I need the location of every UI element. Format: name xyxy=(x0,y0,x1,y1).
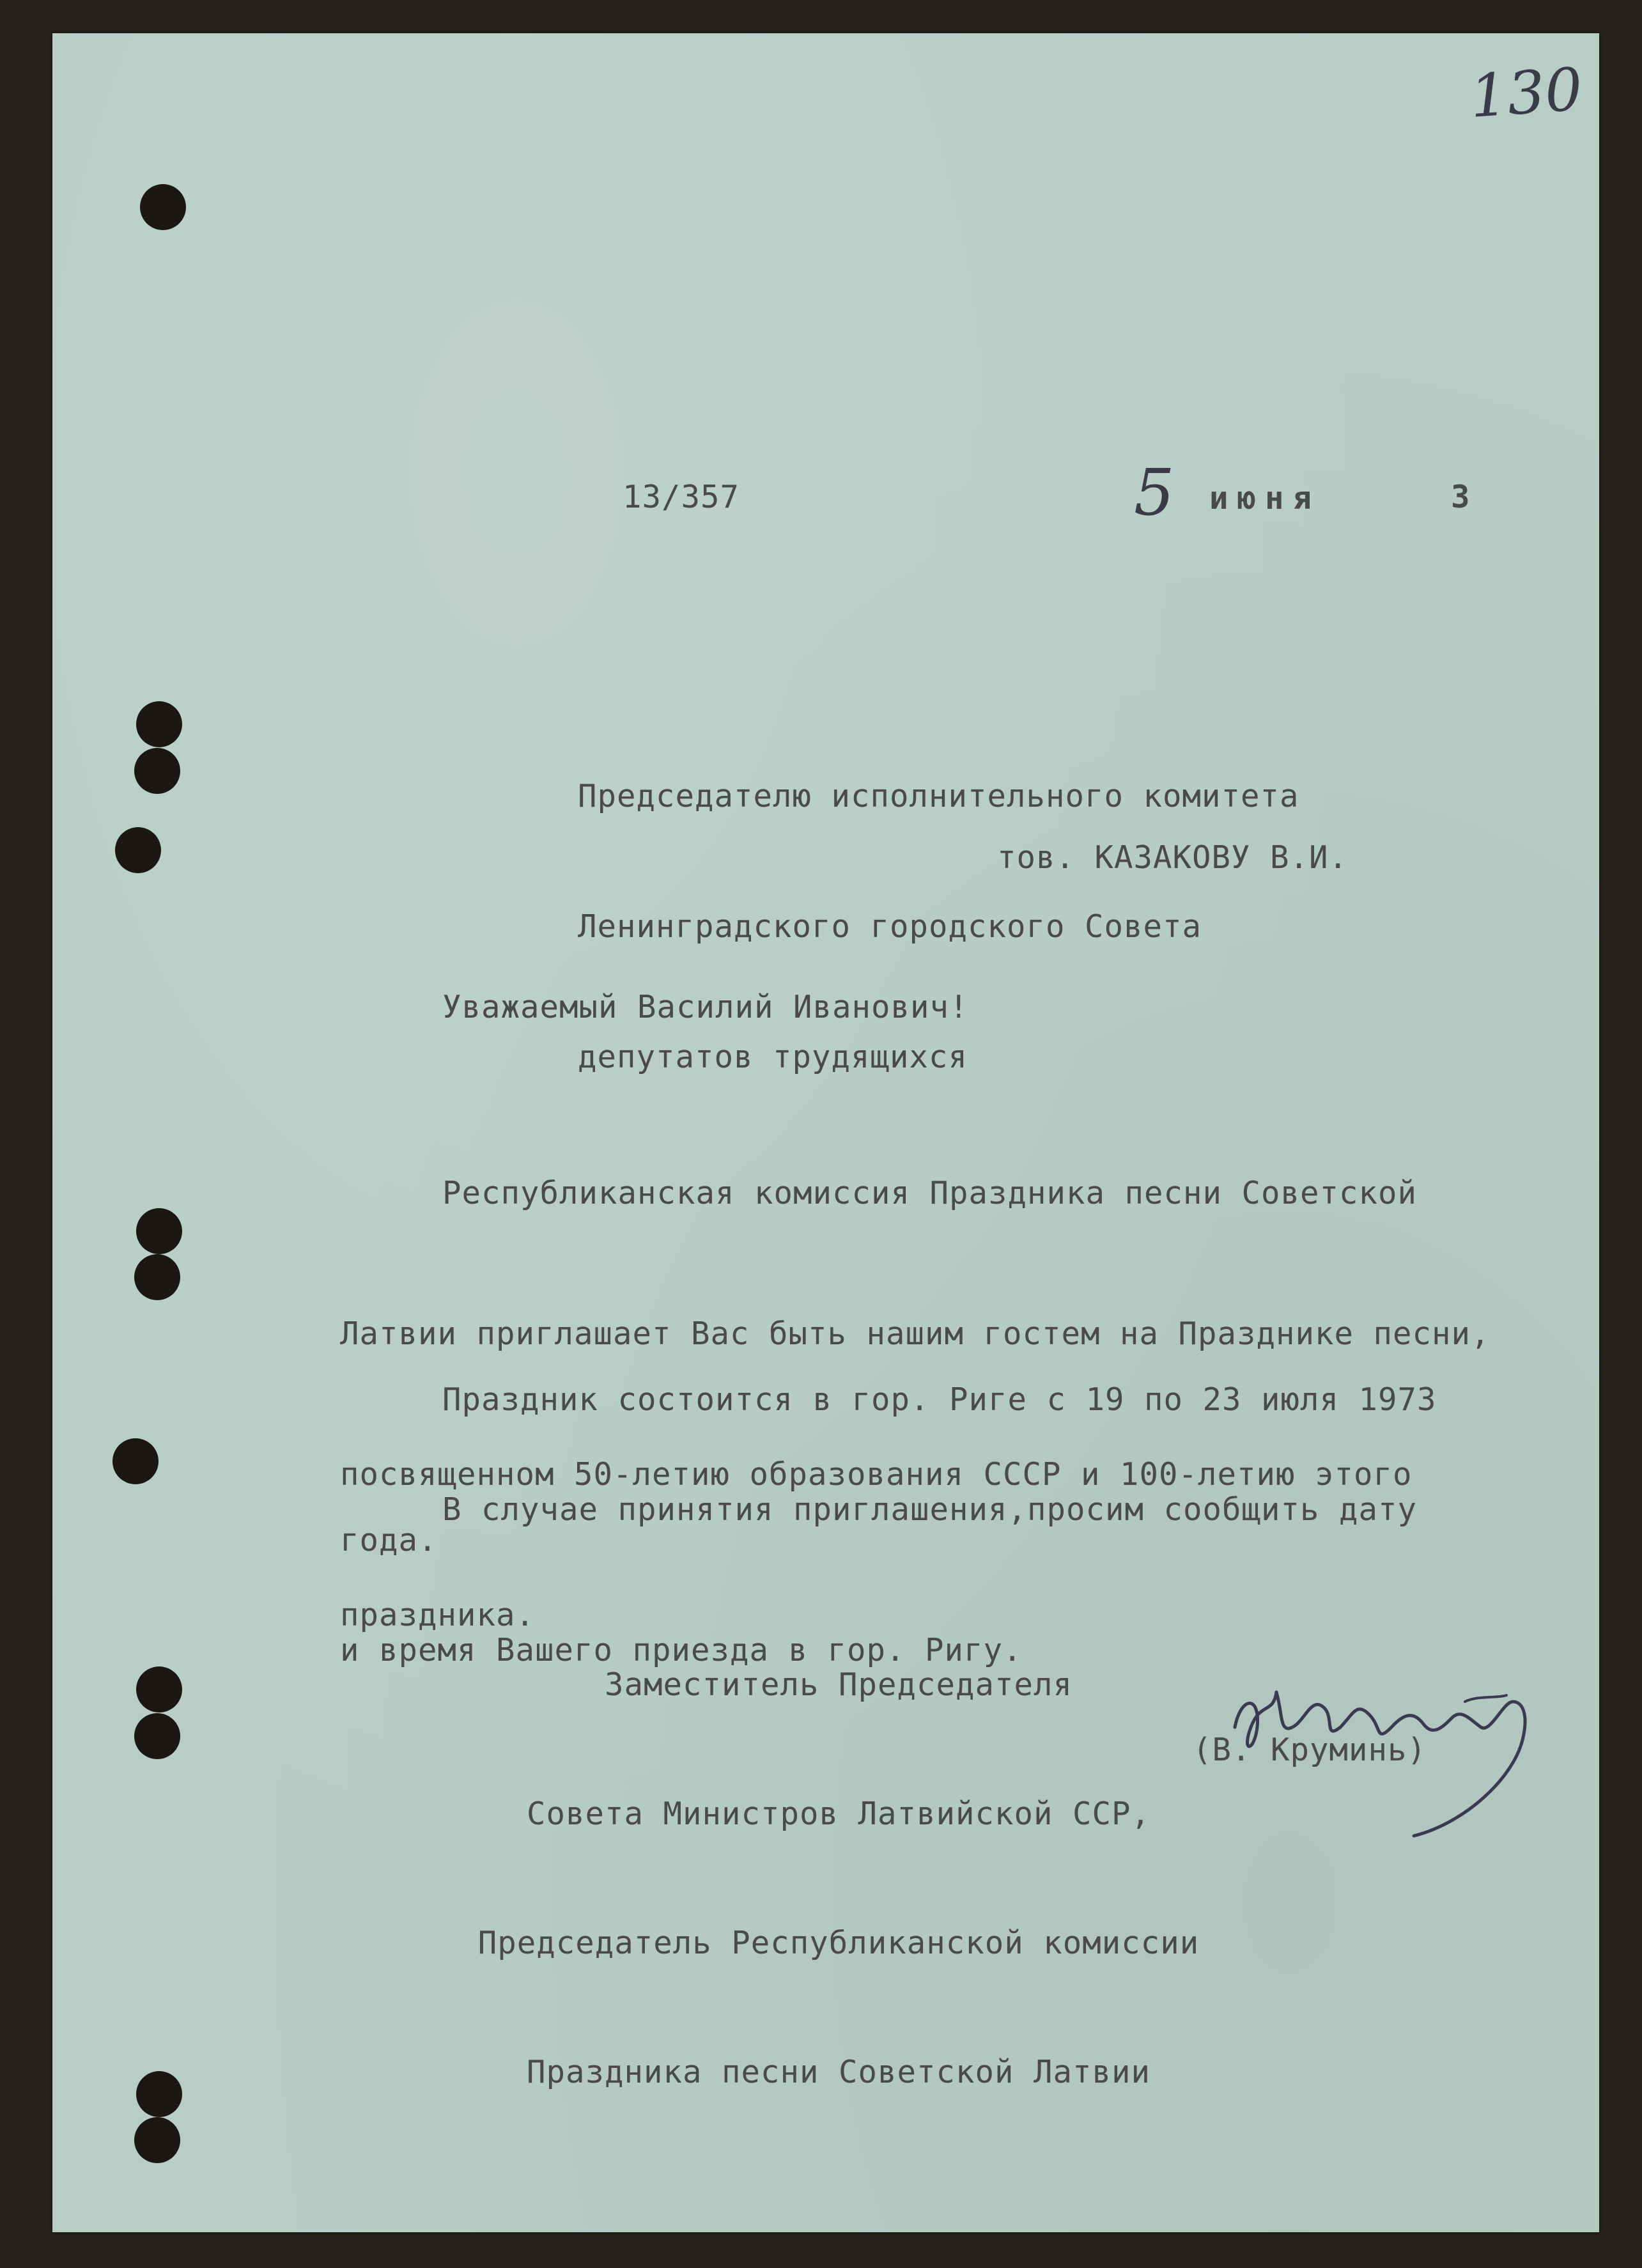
addressee-line: Ленинградского городского Совета xyxy=(578,908,1202,945)
paragraph-line: и время Вашего приезда в гор. Ригу. xyxy=(340,1632,1023,1668)
signature-title-line: Председатель Республиканской комиссии xyxy=(477,1925,1200,1961)
punch-hole xyxy=(134,2117,180,2163)
addressee-line: депутатов трудящихся xyxy=(578,1039,968,1075)
paragraph-line: года. xyxy=(340,1522,438,1558)
paragraph-line: Праздник состоится в гор. Риге с 19 по 23 июля 1973 xyxy=(442,1381,1437,1418)
salutation: Уважаемый Василий Иванович! xyxy=(442,989,969,1025)
date-month: июня xyxy=(1209,480,1321,517)
paragraph-line: посвященном 50-летию образования СССР и 100-летию этого xyxy=(340,1456,1413,1493)
punch-hole xyxy=(115,827,161,873)
paragraph-line: Республиканская комиссия Праздника песни Советской xyxy=(442,1175,1418,1211)
punch-hole xyxy=(136,1208,182,1254)
punch-hole xyxy=(140,184,186,230)
date-year: 3 xyxy=(1451,479,1471,515)
signature-title-block xyxy=(423,1570,1254,2187)
signature-title-line: Совета Министров Латвийской ССР, xyxy=(526,1796,1150,1832)
paragraph-line: В случае принятия приглашения,просим сообщить дату xyxy=(442,1491,1418,1528)
addressee-name: тов. КАЗАКОВУ В.И. xyxy=(997,839,1349,876)
signature-title-line: Праздника песни Советской Латвии xyxy=(526,2054,1150,2090)
punch-hole xyxy=(136,2071,182,2117)
punch-hole xyxy=(136,1666,182,1713)
punch-hole xyxy=(134,748,180,794)
punch-hole xyxy=(136,701,182,747)
signature-title-line: Заместитель Председателя xyxy=(604,1666,1073,1703)
addressee-line: Председателю исполнительного комитета xyxy=(578,778,1299,814)
date-day: 5 xyxy=(1134,455,1175,530)
punch-hole xyxy=(112,1438,159,1484)
document-sheet xyxy=(52,33,1599,2232)
archive-page-number: 130 xyxy=(1468,55,1585,131)
paragraph-line: праздника. xyxy=(340,1597,536,1633)
punch-hole xyxy=(134,1254,180,1300)
reference-number: 13/357 xyxy=(623,479,740,515)
punch-hole xyxy=(134,1713,180,1759)
paragraph-line: Латвии приглашает Вас быть нашим гостем на Празднике песни, xyxy=(340,1316,1491,1352)
signer-name: (В. Круминь) xyxy=(1193,1732,1427,1768)
